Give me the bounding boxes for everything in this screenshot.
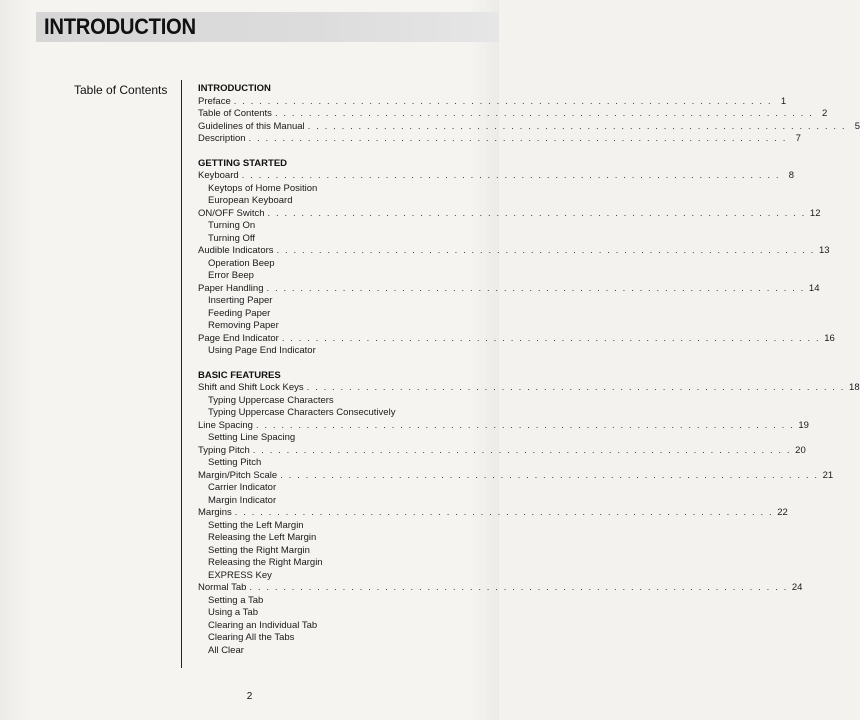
vertical-divider: [181, 80, 182, 668]
toc-entry-page: 16: [824, 332, 835, 344]
toc-entry-page: 5: [854, 120, 860, 132]
toc-entry: [198, 245, 830, 258]
toc-subentry: Setting a Tab: [208, 594, 264, 606]
dot-leader: . . . . . . . . . . . . . . . . . . . . . . . . . . . . . . . . . . . . . . . . . . . . . . . . . . . . . . . . . . . . . . . .: [255, 419, 795, 431]
toc-subentry: Removing Paper: [208, 320, 279, 331]
table-of-contents: [198, 83, 860, 669]
dot-leader: . . . . . . . . . . . . . . . . . . . . . . . . . . . . . . . . . . . . . . . . . . . . . . . . . . . . . . . . . . . . . . . .: [307, 120, 847, 132]
toc-subentry: Inserting Paper: [208, 295, 273, 306]
toc-entry-label: Margin/Pitch Scale: [198, 469, 278, 481]
page-number: 2: [246, 691, 253, 702]
toc-entry-label: Page End Indicator: [198, 332, 279, 344]
toc-section: [198, 369, 860, 658]
toc-entry-page: 7: [795, 133, 801, 144]
toc-entry-page: 13: [818, 245, 830, 256]
toc-subentry: Clearing All the Tabs: [208, 632, 295, 643]
toc-entry-label: Keyboard: [198, 170, 239, 181]
toc-entry-page: 12: [809, 207, 821, 219]
page-title: INTRODUCTION: [44, 14, 196, 39]
toc-subentry: Operation Beep: [208, 257, 275, 269]
dot-leader: . . . . . . . . . . . . . . . . . . . . . . . . . . . . . . . . . . . . . . . . . . . . . . . . . . . . . . . . . . . . . . . .: [281, 332, 821, 344]
toc-entry: [198, 207, 821, 221]
toc-entry-label: ON/OFF Switch: [198, 207, 265, 219]
toc-subentry: Feeding Paper: [208, 307, 271, 319]
toc-entry: [198, 444, 806, 458]
toc-section-heading: BASIC FEATURES: [198, 369, 281, 381]
toc-subentry: Keytops of Home Position: [208, 182, 318, 194]
toc-entry-page: 14: [808, 282, 820, 294]
toc-subentry: Using Page End Indicator: [208, 345, 316, 356]
toc-entry-label: Line Spacing: [198, 419, 253, 431]
toc-subentry: Carrier Indicator: [208, 482, 277, 493]
toc-entry: [198, 133, 801, 146]
dot-leader: . . . . . . . . . . . . . . . . . . . . . . . . . . . . . . . . . . . . . . . . . . . . . . . . . . . . . . . . . . . . . . . .: [252, 444, 792, 456]
toc-entry: [198, 108, 828, 121]
toc-subentry: Setting the Right Margin: [208, 544, 310, 556]
dot-leader: . . . . . . . . . . . . . . . . . . . . . . . . . . . . . . . . . . . . . . . . . . . . . . . . . . . . . . . . . . . . . . . .: [280, 469, 819, 481]
toc-section-heading: GETTING STARTED: [198, 157, 288, 169]
toc-entry-page: 24: [791, 582, 803, 593]
dot-leader: . . . . . . . . . . . . . . . . . . . . . . . . . . . . . . . . . . . . . . . . . . . . . . . . . . . . . . . . . . . . . . . .: [306, 382, 846, 393]
toc-side-label: Table of Contents: [74, 83, 168, 97]
toc-subentry: Releasing the Left Margin: [208, 532, 317, 543]
toc-subentry: Typing Uppercase Characters Consecutively: [208, 407, 396, 418]
dot-leader: . . . . . . . . . . . . . . . . . . . . . . . . . . . . . . . . . . . . . . . . . . . . . . . . . . . . . . . . . . . . . . . .: [249, 582, 788, 593]
toc-entry: [198, 120, 860, 134]
dot-leader: . . . . . . . . . . . . . . . . . . . . . . . . . . . . . . . . . . . . . . . . . . . . . . . . . . . . . . . . . . . . . . . .: [234, 507, 774, 518]
toc-entry-label: Paper Handling: [198, 282, 264, 294]
toc-entry: [198, 507, 788, 520]
toc-entry-page: 18: [849, 382, 860, 393]
toc-entry-page: 19: [798, 419, 809, 431]
toc-subentry: Setting Pitch: [208, 457, 262, 468]
toc-entry-page: 2: [822, 108, 828, 119]
toc-subentry: Setting Line Spacing: [208, 432, 296, 443]
toc-subentry: All Clear: [208, 644, 244, 656]
toc-entry-label: Table of Contents: [198, 108, 272, 119]
toc-subentry: Turning On: [208, 220, 256, 231]
toc-entry-label: Normal Tab: [198, 582, 247, 593]
toc-entry-label: Guidelines of this Manual: [198, 120, 305, 132]
toc-section: [198, 157, 835, 358]
toc-subentry: European Keyboard: [208, 195, 293, 206]
toc-entry: [198, 582, 803, 595]
toc-entry-label: Margins: [198, 507, 232, 518]
toc-entry-page: 20: [795, 444, 806, 456]
toc-entry: [198, 469, 834, 483]
toc-subentry: Margin Indicator: [208, 494, 277, 506]
toc-entry-label: Shift and Shift Lock Keys: [198, 382, 304, 393]
toc-section: [198, 83, 860, 146]
dot-leader: . . . . . . . . . . . . . . . . . . . . . . . . . . . . . . . . . . . . . . . . . . . . . . . . . . . . . . . . . . . . . . . .: [274, 108, 814, 119]
toc-entry-page: 21: [822, 469, 834, 481]
toc-entry: [198, 95, 787, 109]
toc-entry-label: Description: [198, 133, 246, 144]
toc-entry: [198, 332, 835, 346]
toc-entry: [198, 419, 809, 433]
toc-entry-page: 22: [777, 507, 788, 518]
toc-subentry: Using a Tab: [208, 607, 258, 618]
toc-subentry: Clearing an Individual Tab: [208, 619, 318, 631]
toc-entry-label: Typing Pitch: [198, 444, 250, 456]
toc-section-heading: INTRODUCTION: [198, 83, 271, 94]
dot-leader: . . . . . . . . . . . . . . . . . . . . . . . . . . . . . . . . . . . . . . . . . . . . . . . . . . . . . . . . . . . . . . . .: [248, 133, 787, 144]
toc-entry: [198, 282, 820, 296]
toc-subentry: Error Beep: [208, 270, 254, 281]
toc-entry-page: 1: [780, 95, 787, 107]
dot-leader: . . . . . . . . . . . . . . . . . . . . . . . . . . . . . . . . . . . . . . . . . . . . . . . . . . . . . . . . . . . . . . . .: [266, 282, 805, 294]
toc-subentry: Typing Uppercase Characters: [208, 394, 334, 406]
dot-leader: . . . . . . . . . . . . . . . . . . . . . . . . . . . . . . . . . . . . . . . . . . . . . . . . . . . . . . . . . . . . . . . .: [276, 245, 815, 256]
toc-subentry: Turning Off: [208, 232, 255, 244]
dot-leader: . . . . . . . . . . . . . . . . . . . . . . . . . . . . . . . . . . . . . . . . . . . . . . . . . . . . . . . . . . . . . . . .: [241, 170, 781, 181]
toc-entry: [198, 170, 795, 183]
toc-entry-page: 8: [788, 170, 795, 181]
toc-subentry: Releasing the Right Margin: [208, 557, 323, 568]
toc-entry-label: Audible Indicators: [198, 245, 274, 256]
toc-entry: [198, 382, 860, 395]
dot-leader: . . . . . . . . . . . . . . . . . . . . . . . . . . . . . . . . . . . . . . . . . . . . . . . . . . . . . . . . . . . . . . . .: [267, 207, 806, 219]
dot-leader: . . . . . . . . . . . . . . . . . . . . . . . . . . . . . . . . . . . . . . . . . . . . . . . . . . . . . . . . . . . . . . . .: [233, 95, 773, 107]
toc-subentry: EXPRESS Key: [208, 569, 272, 581]
toc-entry-label: Preface: [198, 95, 231, 107]
toc-subentry: Setting the Left Margin: [208, 519, 304, 531]
